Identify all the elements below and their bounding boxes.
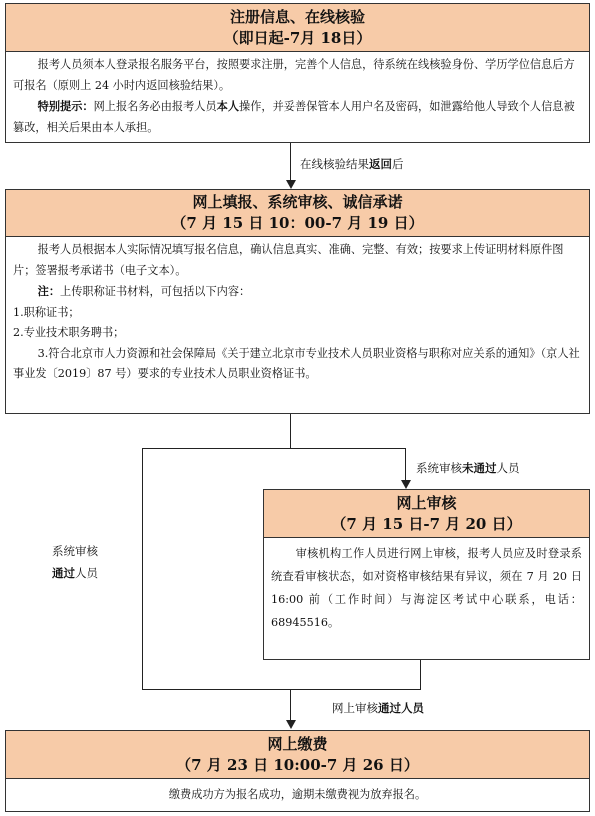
step2-para1: 报考人员根据本人实际情况填写报名信息，确认信息真实、准确、完整、有效；按要求上传证明材料原件图片；签署报考承诺书（电子文本）。	[13, 243, 564, 277]
merge-line	[142, 689, 421, 690]
step1-tip-bold: 本人	[216, 99, 240, 113]
step2-box	[5, 189, 590, 414]
arrow3-head	[286, 720, 296, 729]
step2-title: 网上填报、系统审核、诚信承诺	[192, 193, 403, 211]
arrow3-label: 网上审核通过人员	[332, 701, 424, 715]
fail-branch-head	[401, 480, 411, 489]
arrow1-label: 在线核验结果返回后	[300, 157, 404, 171]
step4-date: （7 月 23 日 10:00-7 月 26 日）	[176, 756, 419, 774]
pass-branch-label: 系统审核 通过人员	[52, 544, 98, 580]
step3-title: 网上审核	[396, 494, 457, 512]
pass-branch-line	[142, 448, 143, 690]
step2-connector	[290, 414, 291, 449]
step2-note	[13, 281, 582, 303]
step2-date: （7 月 15 日 10：00-7 月 19 日）	[171, 214, 424, 232]
step4-box	[5, 730, 590, 812]
step3-date: （7 月 15 日-7 月 20 日）	[331, 515, 522, 533]
step3-connector	[420, 660, 421, 690]
step2-body	[6, 237, 589, 413]
step1-tip-b: 操作，并妥善保管本人用户名及密码，如泄露给他人导致个人信息被篡改，相关后果由本人承担。	[13, 100, 575, 134]
step1-tip-label: 特别提示：	[37, 99, 94, 113]
step2-item3: 3.符合北京市人力资源和社会保障局《关于建立北京市专业技术人员职业资格与职称对应关系的通知》（京人社事业发〔2019〕87 号）要求的专业技术人员职业资格证书。	[13, 346, 580, 380]
step1-tip	[13, 96, 582, 138]
step1-title: 注册信息、在线核验	[229, 8, 365, 26]
step4-title: 网上缴费	[267, 735, 328, 753]
step1-tip-a: 网上报名务必由报考人员	[93, 100, 217, 113]
split-line	[142, 448, 406, 449]
arrow1-head	[286, 180, 296, 189]
step3-header	[264, 490, 589, 538]
step1-box	[5, 3, 590, 143]
step2-note-text: 上传职称证书材料，可包括以下内容：	[60, 285, 251, 298]
step2-note-label: 注：	[37, 284, 61, 298]
step3-body	[264, 538, 589, 659]
step2-header	[6, 190, 589, 237]
step4-body	[6, 779, 589, 811]
step1-date: （即日起-7月 18日）	[223, 29, 372, 47]
step2-item1: 1.职称证书；	[13, 305, 80, 319]
step3-box	[263, 489, 590, 660]
step1-para1: 报考人员须本人登录报名服务平台，按照要求注册，完善个人信息，待系统在线核验身份、学历学位信息后方可报名（原则上 24 小时内返回核验结果）。	[13, 58, 575, 92]
step1-body	[6, 52, 589, 142]
step1-header	[6, 4, 589, 52]
fail-branch-label: 系统审核未通过人员	[416, 461, 520, 475]
step2-item2: 2.专业技术职务聘书；	[13, 326, 125, 339]
step3-para1: 审核机构工作人员进行网上审核，报考人员应及时登录系统查看审核状态，如对资格审核结果有异议，须在 7 月 20 日 16:00 前（工作时间）与海淀区考试中心联系，电话：68945516。	[271, 547, 582, 629]
step4-header	[6, 731, 589, 779]
step4-para1: 缴费成功方为报名成功，逾期未缴费视为放弃报名。	[168, 788, 427, 801]
